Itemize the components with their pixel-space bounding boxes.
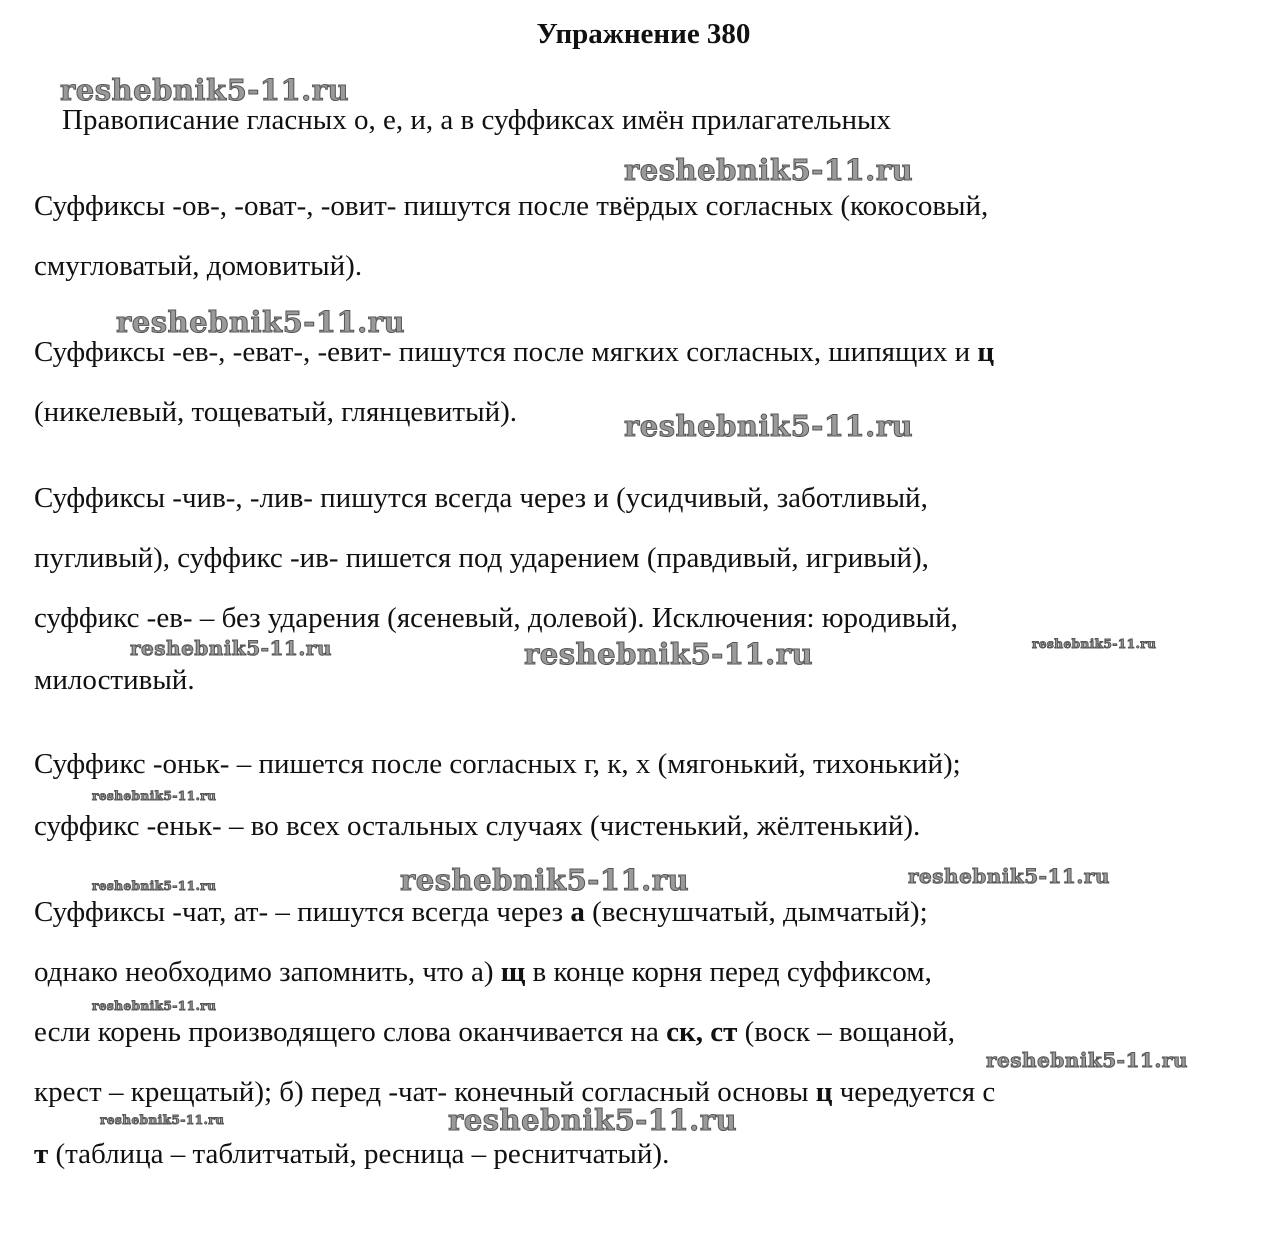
- watermark: reshebnik5-11.ru: [130, 636, 332, 660]
- text-span: в конце корня перед суффиксом,: [525, 956, 932, 988]
- paragraph-4-line-1: Суффикс -оньк- – пишется после согласных г, к, х (мягонький, тихонький);: [34, 748, 961, 780]
- watermark: reshebnik5-11.ru: [1032, 637, 1157, 651]
- watermark: reshebnik5-11.ru: [92, 789, 217, 803]
- page-title: Упражнение 380: [536, 18, 751, 50]
- paragraph-2-line-2: (никелевый, тощеватый, глянцевитый).: [34, 396, 518, 428]
- text-span: Суффиксы -ев-, -еват-, -евит- пишутся после мягких согласных, шипящих и: [34, 336, 978, 368]
- text-span: крест – крещатый); б) перед -чат- конечный согласный основы: [34, 1076, 816, 1108]
- text-span: чередуется с: [832, 1076, 996, 1108]
- paragraph-1-line-2: смугловатый, домовитый).: [34, 250, 363, 282]
- bold-letter: ц: [815, 1076, 833, 1108]
- watermark: reshebnik5-11.ru: [524, 637, 814, 671]
- paragraph-4-line-2: суффикс -еньк- – во всех остальных случаях (чистенький, жёлтенький).: [34, 810, 921, 842]
- bold-letter: щ: [500, 956, 526, 988]
- watermark: reshebnik5-11.ru: [624, 153, 914, 187]
- watermark: reshebnik5-11.ru: [908, 864, 1110, 888]
- watermark: reshebnik5-11.ru: [116, 305, 406, 339]
- text-span: (воск – вощаной,: [737, 1016, 955, 1048]
- bold-letter: ц: [977, 336, 995, 368]
- paragraph-5-line-1: [34, 892, 928, 932]
- watermark: reshebnik5-11.ru: [400, 863, 690, 897]
- text-span: (таблица – таблитчатый, ресница – реснитчатый).: [48, 1138, 670, 1170]
- text-span: если корень производящего слова оканчивается на: [34, 1016, 667, 1048]
- watermark: reshebnik5-11.ru: [100, 1113, 225, 1127]
- paragraph-5-line-5: [34, 1134, 669, 1174]
- paragraph-1-line-1: Суффиксы -ов-, -оват-, -овит- пишутся после твёрдых согласных (кокосовый,: [34, 190, 989, 222]
- text-span: однако необходимо запомнить, что а): [34, 956, 501, 988]
- paragraph-3-line-1: Суффиксы -чив-, -лив- пишутся всегда через и (усидчивый, заботливый,: [34, 482, 928, 514]
- watermark: reshebnik5-11.ru: [624, 409, 914, 443]
- paragraph-3-line-2: пугливый), суффикс -ив- пишется под ударением (правдивый, игривый),: [34, 542, 929, 574]
- paragraph-5-line-3: [34, 1012, 955, 1052]
- text-span: (веснушчатый, дымчатый);: [584, 896, 928, 928]
- section-heading: Правописание гласных о, е, и, а в суффиксах имён прилагательных: [62, 104, 892, 136]
- bold-letters: ск, ст: [666, 1016, 738, 1048]
- paragraph-5-line-2: [34, 952, 932, 992]
- paragraph-3-line-3: суффикс -ев- – без ударения (ясеневый, долевой). Исключения: юродивый,: [34, 602, 958, 634]
- watermark: reshebnik5-11.ru: [448, 1103, 738, 1137]
- bold-letter: а: [570, 896, 585, 928]
- watermark: reshebnik5-11.ru: [92, 879, 217, 893]
- bold-letter: т: [34, 1138, 49, 1170]
- watermark: reshebnik5-11.ru: [92, 999, 217, 1013]
- watermark: reshebnik5-11.ru: [60, 73, 350, 107]
- watermark: reshebnik5-11.ru: [986, 1048, 1188, 1072]
- paragraph-3-line-4: милостивый.: [34, 664, 195, 696]
- text-span: Суффиксы -чат, ат- – пишутся всегда через: [34, 896, 571, 928]
